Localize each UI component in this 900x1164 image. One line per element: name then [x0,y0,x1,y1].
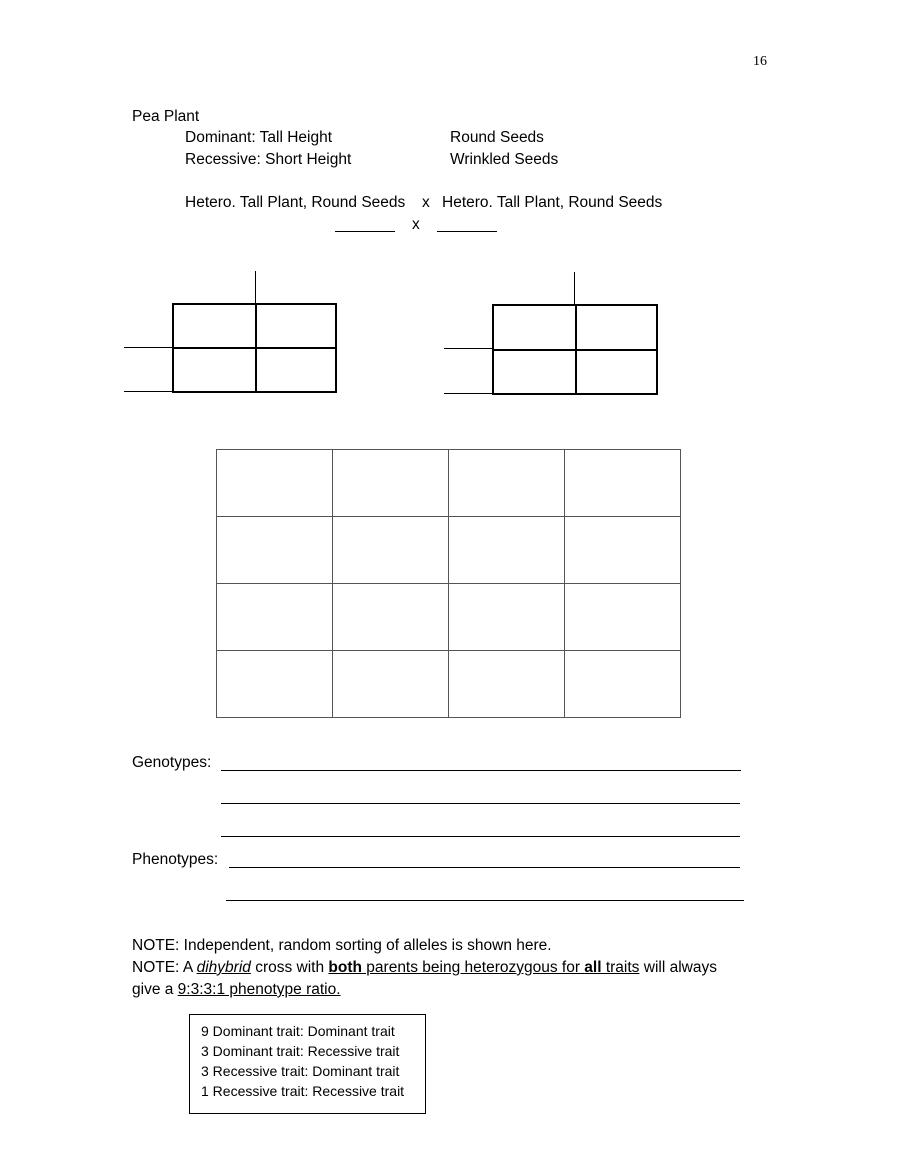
phenotypes-line-2[interactable] [226,900,744,901]
ratio-line-2: 3 Dominant trait: Recessive trait [201,1043,400,1059]
blank-cross-symbol: x [412,216,420,233]
genotypes-line-2[interactable] [221,803,740,804]
cross-parent-2: Hetero. Tall Plant, Round Seeds [442,194,663,211]
genotypes-line-1[interactable] [221,770,741,771]
page-number: 16 [753,54,767,69]
genotypes-line-3[interactable] [221,836,740,837]
phenotypes-label: Phenotypes: [132,851,219,868]
dominant-trait: Dominant: Tall Height [185,129,333,146]
dominant-trait-2: Round Seeds [450,129,544,146]
ratio-line-1: 9 Dominant trait: Dominant trait [201,1023,395,1039]
section-title: Pea Plant [132,108,200,125]
ratio-line-4: 1 Recessive trait: Recessive trait [201,1083,405,1099]
note-1: NOTE: Independent, random sorting of alleles is shown here. [132,937,552,954]
parent1-genotype-blank[interactable] [335,231,395,232]
genotypes-label: Genotypes: [132,754,212,771]
phenotypes-line-1[interactable] [229,867,740,868]
parent2-genotype-blank[interactable] [437,231,497,232]
recessive-trait-2: Wrinkled Seeds [450,151,559,168]
note-2: NOTE: A dihybrid cross with both parents being heterozygous for all traits will always [132,959,717,976]
note-3: give a 9:3:3:1 phenotype ratio. [132,981,341,998]
phenotype-ratio-box [189,1014,426,1114]
recessive-trait: Recessive: Short Height [185,151,352,168]
cross-symbol: x [422,194,430,211]
ratio-line-3: 3 Recessive trait: Dominant trait [201,1063,400,1079]
dihybrid-punnett-square [216,449,681,718]
cross-parent-1: Hetero. Tall Plant, Round Seeds [185,194,406,211]
